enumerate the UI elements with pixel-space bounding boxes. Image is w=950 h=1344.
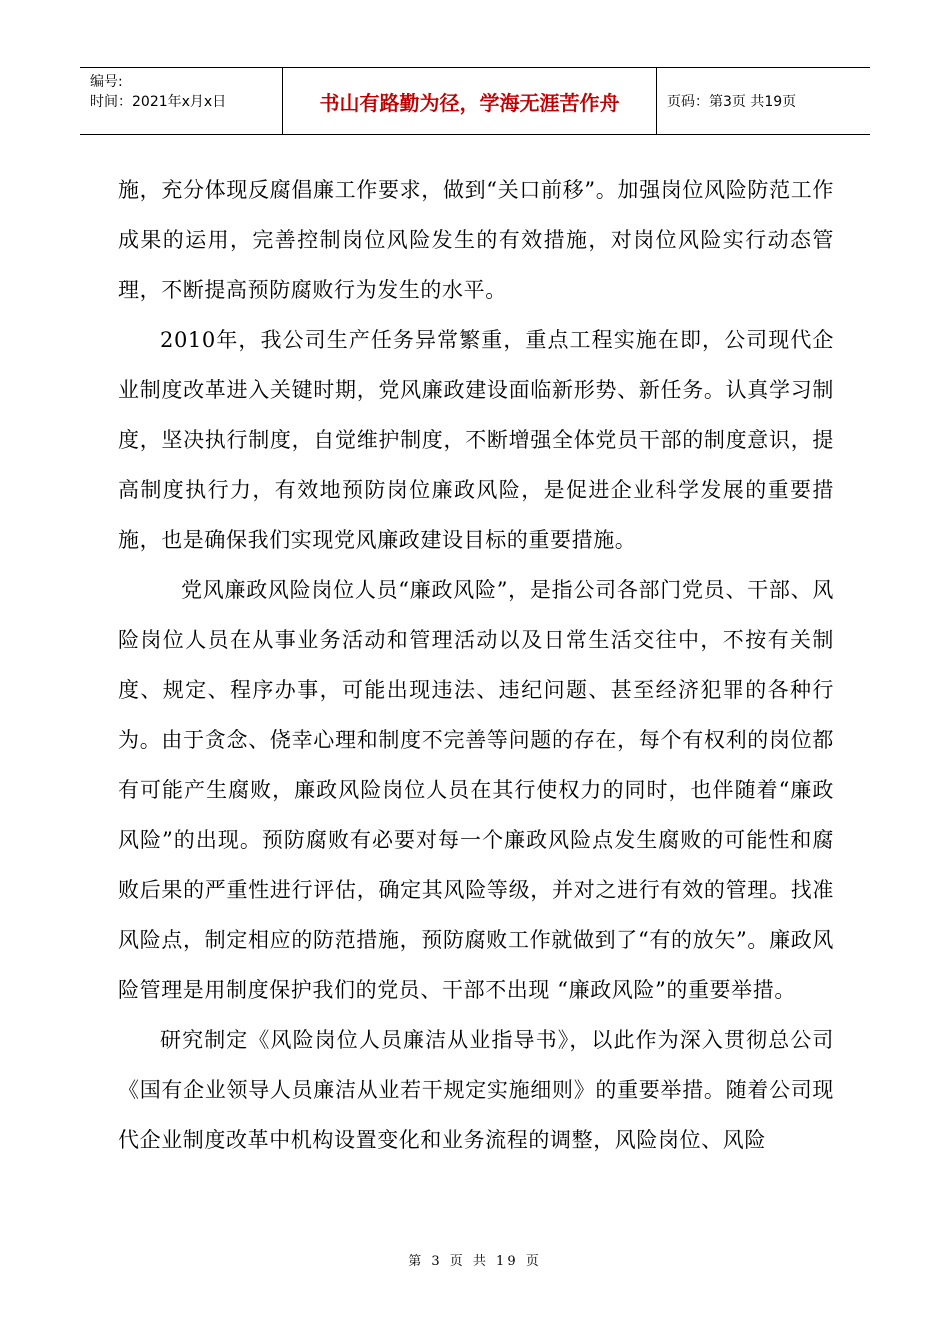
document-number: 编号: xyxy=(90,74,123,90)
paragraph: 党风廉政风险岗位人员“廉政风险”，是指公司各部门党员、干部、风险岗位人员在从事业务活动和管理活动以及日常生活交往中，不按有关制度、规定、程序办事，可能出现违法、违纪问题、甚至经济犯罪的各种行为。由于贪念、侥幸心理和制度不完善等问题的存在，每个有权利的岗位都有可能产生腐败，廉政风险岗位人员在其行使权力的同时，也伴随着“廉政风险”的出现。预防腐败有必要对每一个廉政风险点发生腐败的可能性和腐败后果的严重性进行评估，确定其风险等级，并对之进行有效的管理。找准风险点，制定相应的防范措施，预防腐败工作就做到了“有的放矢”。廉政风险管理是用制度保护我们的党员、干部不出现 “廉政风险”的重要举措。 xyxy=(118,578,834,1002)
page-header xyxy=(80,67,870,135)
page-footer: 第 3 页 共 19 页 xyxy=(408,1254,542,1269)
paragraph: 施，充分体现反腐倡廉工作要求，做到“关口前移”。加强岗位风险防范工作成果的运用，完善控制岗位风险发生的有效措施，对岗位风险实行动态管理，不断提高预防腐败行为发生的水平。 xyxy=(118,178,834,302)
paragraph: 研究制定《风险岗位人员廉洁从业指导书》，以此作为深入贯彻总公司《国有企业领导人员廉洁从业若干规定实施细则》的重要举措。随着公司现代企业制度改革中机构设置变化和业务流程的调整，风险岗位、风险 xyxy=(118,1028,834,1152)
document-date: 时间：2021年x月x日 xyxy=(90,94,227,110)
header-motto: 书山有路勤为径，学海无涯苦作舟 xyxy=(283,68,657,134)
paragraph: 2010年，我公司生产任务异常繁重，重点工程实施在即，公司现代企业制度改革进入关键时期，党风廉政建设面临新形势、新任务。认真学习制度，坚决执行制度，自觉维护制度，不断增强全体党员干部的制度意识，提高制度执行力，有效地预防岗位廉政风险，是促进企业科学发展的重要措施，也是确保我们实现党风廉政建设目标的重要措施。 xyxy=(118,328,834,552)
header-meta xyxy=(80,68,283,134)
document-body xyxy=(118,165,834,1165)
header-page-info: 页码：第3页 共19页 xyxy=(667,94,797,110)
